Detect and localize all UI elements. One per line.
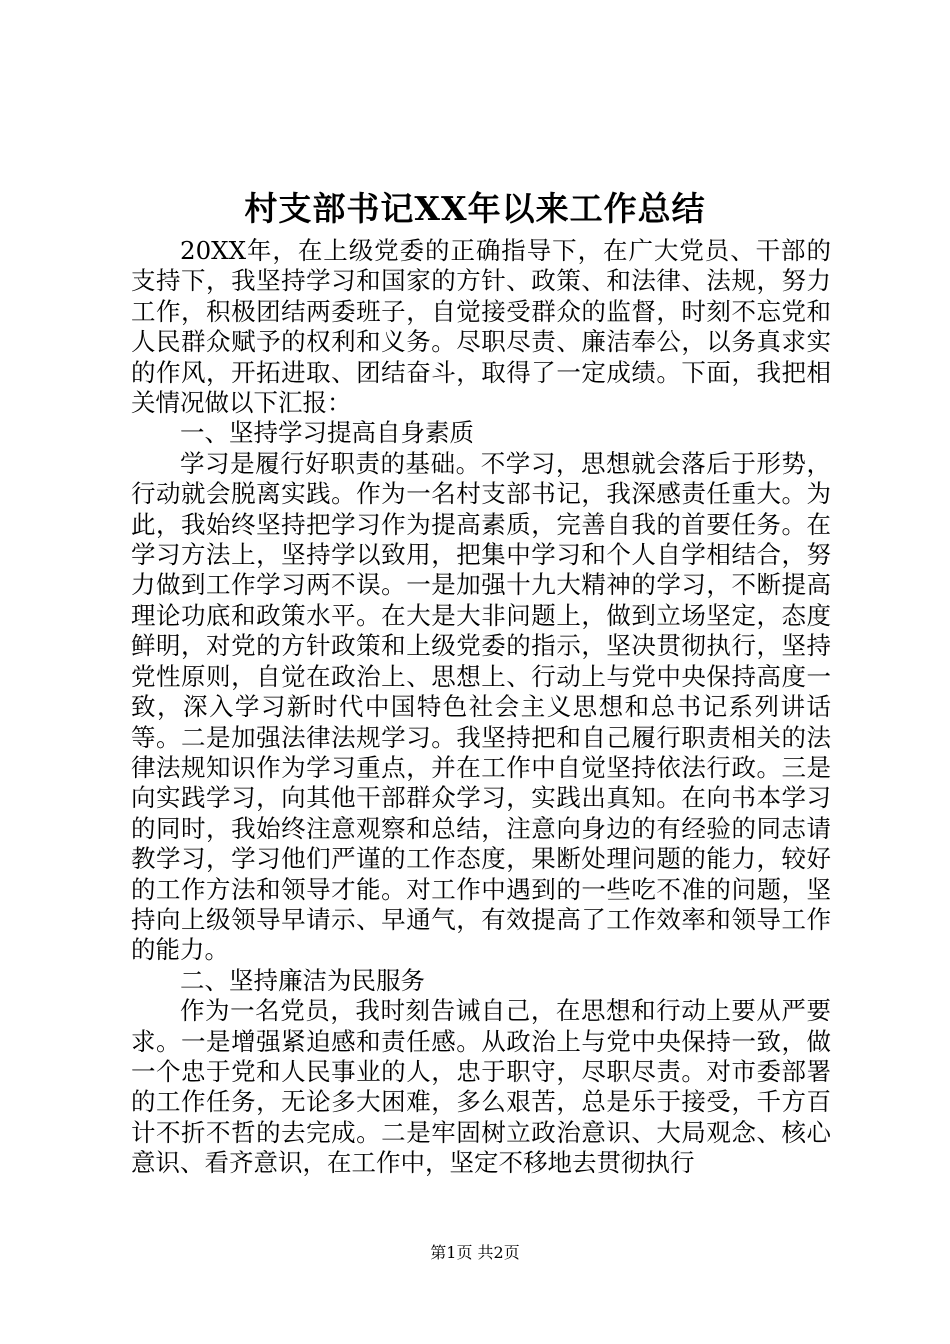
page-footer: 第1页 共2页 <box>430 1243 520 1262</box>
section-paragraph-1: 学习是履行好职责的基础。不学习，思想就会落后于形势，行动就会脱离实践。作为一名村支部书记，我深感责任重大。为此，我始终坚持把学习作为提高素质，完善自我的首要任务。在学习方法上，坚持学以致用，把集中学习和个人自学相结合，努力做到工作学习两不误。一是加强十九大精神的学习，不断提高理论功底和政策水平。在大是大非问题上，做到立场坚定，态度鲜明，对党的方针政策和上级党委的指示，坚决贯彻执行，坚持党性原则，自觉在政治上、思想上、行动上与党中央保持高度一致，深入学习新时代中国特色社会主义思想和总书记系列讲话等。二是加强法律法规学习。我坚持把和自己履行职责相关的法律法规知识作为学习重点，并在工作中自觉坚持依法行政。三是向实践学习，向其他干部群众学习，实践出真知。在向书本学习的同时，我始终注意观察和总结，注意向身边的有经验的同志请教学习，学习他们严谨的工作态度，果断处理问题的能力，较好的工作方法和领导才能。对工作中遇到的一些吃不准的问题，坚持向上级领导早请示、早通气，有效提高了工作效率和领导工作的能力。 <box>131 448 831 965</box>
section-heading-2: 二、坚持廉洁为民服务 <box>180 965 425 995</box>
intro-paragraph: 20XX年，在上级党委的正确指导下，在广大党员、干部的支持下，我坚持学习和国家的方针、政策、和法律、法规，努力工作，积极团结两委班子，自觉接受群众的监督，时刻不忘党和人民群众赋予的权利和义务。尽职尽责、廉洁奉公，以务真求实的作风，开拓进取、团结奋斗，取得了一定成绩。下面，我把相关情况做以下汇报： <box>131 236 831 418</box>
document-body <box>131 236 831 1179</box>
section-heading-1: 一、坚持学习提高自身素质 <box>180 418 474 448</box>
section-paragraph-2: 作为一名党员，我时刻告诫自己，在思想和行动上要从严要求。一是增强紧迫感和责任感。从政治上与党中央保持一致，做一个忠于党和人民事业的人，忠于职守，尽职尽责。对市委部署的工作任务，无论多大困难，多么艰苦，总是乐于接受，千方百计不折不哲的去完成。二是牢固树立政治意识、大局观念、核心意识、看齐意识，在工作中，坚定不移地去贯彻执行 <box>131 996 831 1178</box>
document-title: 村支部书记XX年以来工作总结 <box>244 189 706 228</box>
